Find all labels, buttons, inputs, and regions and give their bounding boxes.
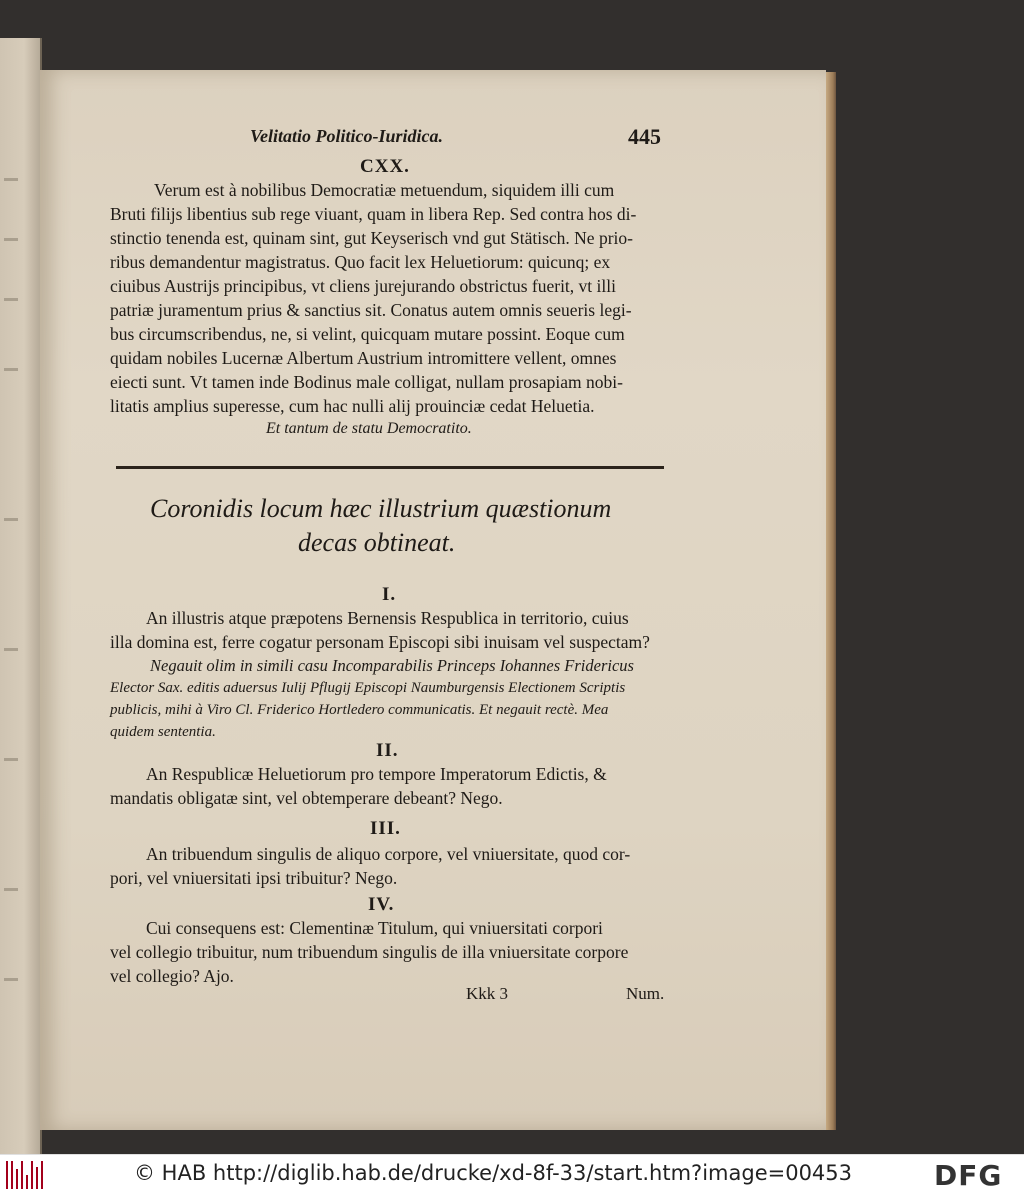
text-line: pori, vel vniuersitati ipsi tribuitur? Nego. <box>110 868 398 888</box>
text-line: illa domina est, ferre cogatur personam Episcopi sibi inuisam vel suspectam? <box>110 632 650 652</box>
text-line: An Respublicæ Heluetiorum pro tempore Imperatorum Edictis, & <box>146 764 607 784</box>
text-line: quidem sententia. <box>110 724 216 740</box>
coronis-title-line1: Coronidis locum hæc illustrium quæstionum <box>150 494 612 523</box>
question-number: III. <box>370 818 401 839</box>
page-fore-edge <box>826 72 836 1130</box>
text-line: eiecti sunt. Vt tamen inde Bodinus male colligat, nullam prosapiam nobi- <box>110 372 623 392</box>
section-closing: Et tantum de statu Democratito. <box>266 420 472 437</box>
text-line: Cui consequens est: Clementinæ Titulum, qui vniuersitati corpori <box>146 918 603 938</box>
catchword: Num. <box>626 984 665 1003</box>
text-line: An illustris atque præpotens Bernensis Respublica in territorio, cuius <box>146 608 629 628</box>
text-line: patriæ juramentum prius & sanctius sit. Conatus autem omnis seueris legi- <box>110 300 632 320</box>
hab-logo-icon <box>6 1161 46 1189</box>
text-line: Elector Sax. editis aduersus Iulij Pflugij Episcopi Naumburgensis Electionem Scriptis <box>110 680 626 696</box>
coronis-title-line2: decas obtineat. <box>298 528 456 557</box>
running-title: Velitatio Politico-Iuridica. <box>250 126 443 146</box>
text-line: quidam nobiles Lucernæ Albertum Austrium intromittere vellent, omnes <box>110 348 617 368</box>
text-line: bus circumscribendus, ne, si velint, quicquam mutare possint. Eoque cum <box>110 324 625 344</box>
footer-bar <box>0 1154 1024 1195</box>
signature-mark: Kkk 3 <box>466 984 509 1003</box>
text-line: ribus demandentur magistratus. Quo facit lex Heluetiorum: quicunq; ex <box>110 252 611 272</box>
source-url-link[interactable]: © HAB http://diglib.hab.de/drucke/xd-8f-33/start.htm?image=00453 <box>134 1161 853 1185</box>
text-line: An tribuendum singulis de aliquo corpore, vel vniuersitate, quod cor- <box>146 844 631 864</box>
text-line: stinctio tenenda est, quinam sint, gut Keyserisch vnd gut Stätisch. Ne prio- <box>110 228 633 248</box>
text-line: vel collegio? Ajo. <box>110 966 234 986</box>
text-line: ciuibus Austrijs principibus, vt cliens jurejurando obstrictus fuerit, vt illi <box>110 276 616 296</box>
text-line: mandatis obligatæ sint, vel obtemperare debeant? Nego. <box>110 788 503 808</box>
dfg-logo: DFG <box>934 1159 1003 1192</box>
facing-page-edge <box>0 38 40 1158</box>
text-line: Negauit olim in simili casu Incomparabilis Princeps Iohannes Fridericus <box>150 656 634 675</box>
text-line: publicis, mihi à Viro Cl. Friderico Hortledero communicatis. Et negauit rectè. Mea <box>110 702 609 718</box>
text-line: vel collegio tribuitur, num tribuendum singulis de illa vniuersitate corpore <box>110 942 629 962</box>
text-line: litatis amplius superesse, cum hac nulli alij prouinciæ cedat Heluetia. <box>110 396 595 416</box>
section-number-cxx: CXX. <box>360 156 410 177</box>
question-number: II. <box>376 740 399 761</box>
text-line: Bruti filijs libentius sub rege viuant, quam in libera Rep. Sed contra hos di- <box>110 204 637 224</box>
question-number: IV. <box>368 894 395 915</box>
page-number: 445 <box>628 124 661 149</box>
question-number: I. <box>382 584 397 605</box>
text-line: Verum est à nobilibus Democratiæ metuendum, siquidem illi cum <box>154 180 615 200</box>
horizontal-rule <box>116 466 664 469</box>
